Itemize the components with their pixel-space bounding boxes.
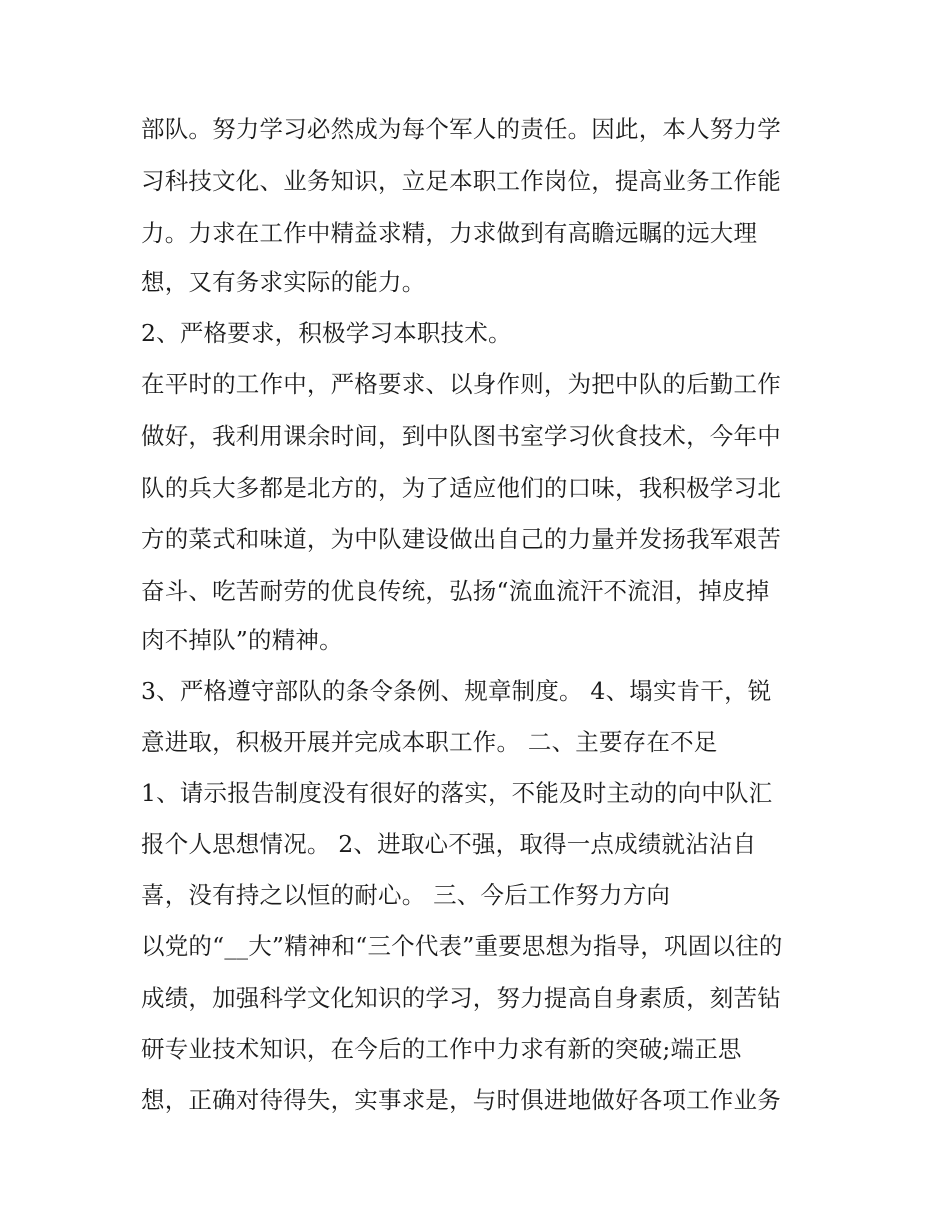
section-heading: 2、严格要求，积极学习本职技术。 [141,319,512,347]
text-line: 部队。努力学习必然成为每个军人的责任。因此，本人努力学 [141,115,781,143]
text-line: 喜，没有持之以恒的耐心。 三、今后工作努力方向 [141,881,671,909]
text-line: 习科技文化、业务知识，立足本职工作岗位，提高业务工作能 [141,167,781,195]
text-line: 成绩，加强科学文化知识的学习，努力提高自身素质，刻苦钻 [141,984,781,1012]
text-line: 1、请示报告制度没有很好的落实，不能及时主动的向中队汇 [141,779,773,807]
text-line: 研专业技术知识，在今后的工作中力求有新的突破;端正思 [141,1035,742,1063]
text-line: 队的兵大多都是北方的，为了适应他们的口味，我积极学习北 [141,474,781,502]
text-line: 方的菜式和味道，为中队建设做出自己的力量并发扬我军艰苦 [141,525,781,553]
text-line: 肉不掉队”的精神。 [141,626,343,654]
text-line: 想，又有务求实际的能力。 [141,268,426,296]
text-line: 在平时的工作中，严格要求、以身作则，为把中队的后勤工作 [141,370,781,398]
text-line: 报个人思想情况。 2、进取心不强，取得一点成绩就沾沾自 [141,830,757,858]
text-line: 3、严格遵守部队的条令条例、规章制度。 4、塌实肯干，锐 [141,677,772,705]
text-line: 奋斗、吃苦耐劳的优良传统，弘扬“流血流汗不流泪，掉皮掉 [141,577,770,605]
text-line: 做好，我利用课余时间，到中队图书室学习伙食技术，今年中 [141,422,781,450]
text-line: 意进取，积极开展并完成本职工作。 二、主要存在不足 [141,728,718,756]
text-line: 力。力求在工作中精益求精，力求做到有高瞻远瞩的远大理 [141,219,758,247]
text-line: 以党的“__大”精神和“三个代表”重要思想为指导，巩固以往的 [141,932,783,960]
text-line: 想，正确对待得失，实事求是，与时俱进地做好各项工作业务 [141,1086,781,1114]
